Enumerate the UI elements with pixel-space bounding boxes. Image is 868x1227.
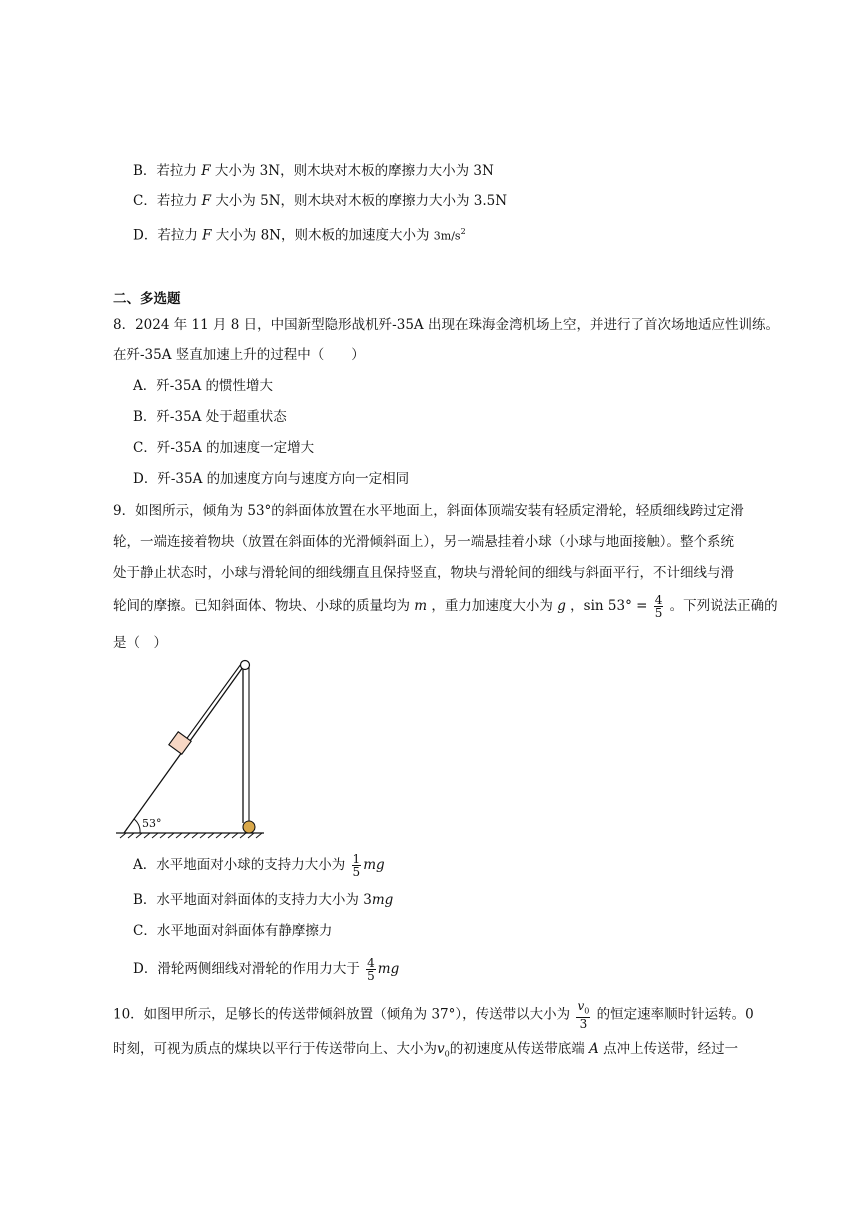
q9-option-d-numerator: 4 [367,956,375,970]
q9-stem-line4 [113,594,778,619]
q9-sin-numerator: 4 [654,593,663,607]
q10-stem-line1 [113,1000,754,1030]
q10-line2-v-sub: 0 [444,1049,450,1059]
q9-option-a-fraction [352,853,362,878]
q9-line4-post: 。下列说法正确的 [669,598,778,614]
q10-line2-mid: 的初速度从传送带底端 [449,1041,585,1057]
q7-option-d-unit: 3m/s [433,229,461,243]
angle-arc [134,819,140,833]
q9-stem-line1: 9．如图所示，倾角为 53°的斜面体放置在水平地面上，斜面体顶端安装有轻质定滑轮，轻质细线跨过定滑 [113,503,744,519]
q7-option-b-pre: B．若拉力 [133,163,197,179]
q10-line2-point-a: A [589,1041,599,1057]
q9-sin-denominator: 5 [654,606,663,620]
q9-option-a-denominator: 5 [352,865,361,879]
q7-option-b-var: F [201,163,211,179]
q8-option-a: A．歼-35A 的惯性增大 [133,378,274,394]
q9-option-c: C．水平地面对斜面体有静摩擦力 [133,923,333,939]
pulley [241,661,250,670]
ground-hatch [120,833,262,838]
q10-line2-v: v [437,1041,445,1057]
q7-option-b-post: 大小为 3N，则木块对木板的摩擦力大小为 3N [214,163,494,179]
q9-line4-mid: ，重力加速度大小为 [431,598,553,614]
q8-option-d: D．歼-35A 的加速度方向与速度方向一定相同 [133,471,410,487]
q8-option-c: C．歼-35A 的加速度一定增大 [133,440,315,456]
q9-option-a-numerator: 1 [352,852,361,866]
q10-speed-denominator: 3 [579,1017,588,1032]
q7-option-b [133,162,494,180]
q9-line4-g: g [557,598,566,614]
q9-line4-sin: ，sin 53° = [570,598,648,614]
q7-option-c-pre: C．若拉力 [133,193,198,209]
q7-option-d-var: F [202,227,212,244]
q9-stem-line5: 是（ ） [113,635,167,651]
q8-stem-line2: 在歼-35A 竖直加速上升的过程中（ ） [113,347,365,363]
q9-option-a [133,853,385,878]
section-title: 二、多选题 [113,291,181,307]
rope-incline [185,664,241,741]
q9-option-d-denominator: 5 [367,969,375,983]
q10-line2-pre: 时刻，可视为质点的煤块以平行于传送带向上、大小为 [113,1041,437,1057]
q9-option-a-post: mg [363,857,385,873]
q9-option-b [133,891,393,909]
q7-option-d-pre: D．若拉力 [133,227,198,244]
q9-option-b-pre: B．水平地面对斜面体的支持力大小为 3 [133,892,372,908]
q10-speed-numerator [576,1000,590,1018]
q9-sin-fraction [654,594,664,619]
q10-line2-post: 点冲上传送带，经过一 [603,1041,739,1057]
q10-speed-v: v [577,999,585,1013]
q7-option-d-unit-sup: 2 [460,227,466,236]
q7-option-d [133,223,466,246]
q7-option-c-post: 大小为 5N，则木块对木板的摩擦力大小为 3.5N [215,193,508,209]
q9-option-d-post: mg [377,961,400,977]
q9-option-d-fraction [366,957,376,982]
q9-stem-line2: 轮，一端连接着物块（放置在斜面体的光滑倾斜面上），另一端悬挂着小球（小球与地面接触）。整个系统 [113,534,734,550]
q9-stem-line3: 处于静止状态时，小球与滑轮间的细线绷直且保持竖直，物块与滑轮间的细线与斜面平行，不计细线与滑 [113,565,734,581]
q8-stem-line1: 8．2024 年 11 月 8 日，中国新型隐形战机歼-35A 出现在珠海金湾机场上空，并进行了首次场地适应性训练。 [113,317,779,333]
q10-line1-pre: 10．如图甲所示，足够长的传送带倾斜放置（倾角为 37°），传送带以大小为 [113,1006,571,1023]
angle-label: 53° [142,817,162,830]
q9-option-d-pre: D．滑轮两侧细线对滑轮的作用力大于 [133,961,360,977]
q9-figure [110,655,270,840]
q7-option-d-post: 大小为 8N，则木板的加速度大小为 [215,227,430,244]
q8-option-b: B．歼-35A 处于超重状态 [133,409,287,425]
q7-option-c-var: F [201,193,212,209]
q9-option-d [133,957,399,982]
q10-speed-fraction [576,1000,590,1030]
q9-option-a-pre: A．水平地面对小球的支持力大小为 [133,857,346,873]
q10-speed-v-sub: 0 [584,1006,590,1016]
q10-line1-post: 的恒定速率顺时针运转。0 [596,1006,754,1023]
q9-line4-pre: 轮间的摩擦。已知斜面体、物块、小球的质量均为 [113,598,410,614]
q10-stem-line2 [113,1040,738,1064]
q7-option-c [133,192,507,210]
q9-option-b-post: mg [371,892,394,908]
ball [243,821,255,833]
q9-line4-m: m [414,598,428,614]
block [169,732,191,754]
